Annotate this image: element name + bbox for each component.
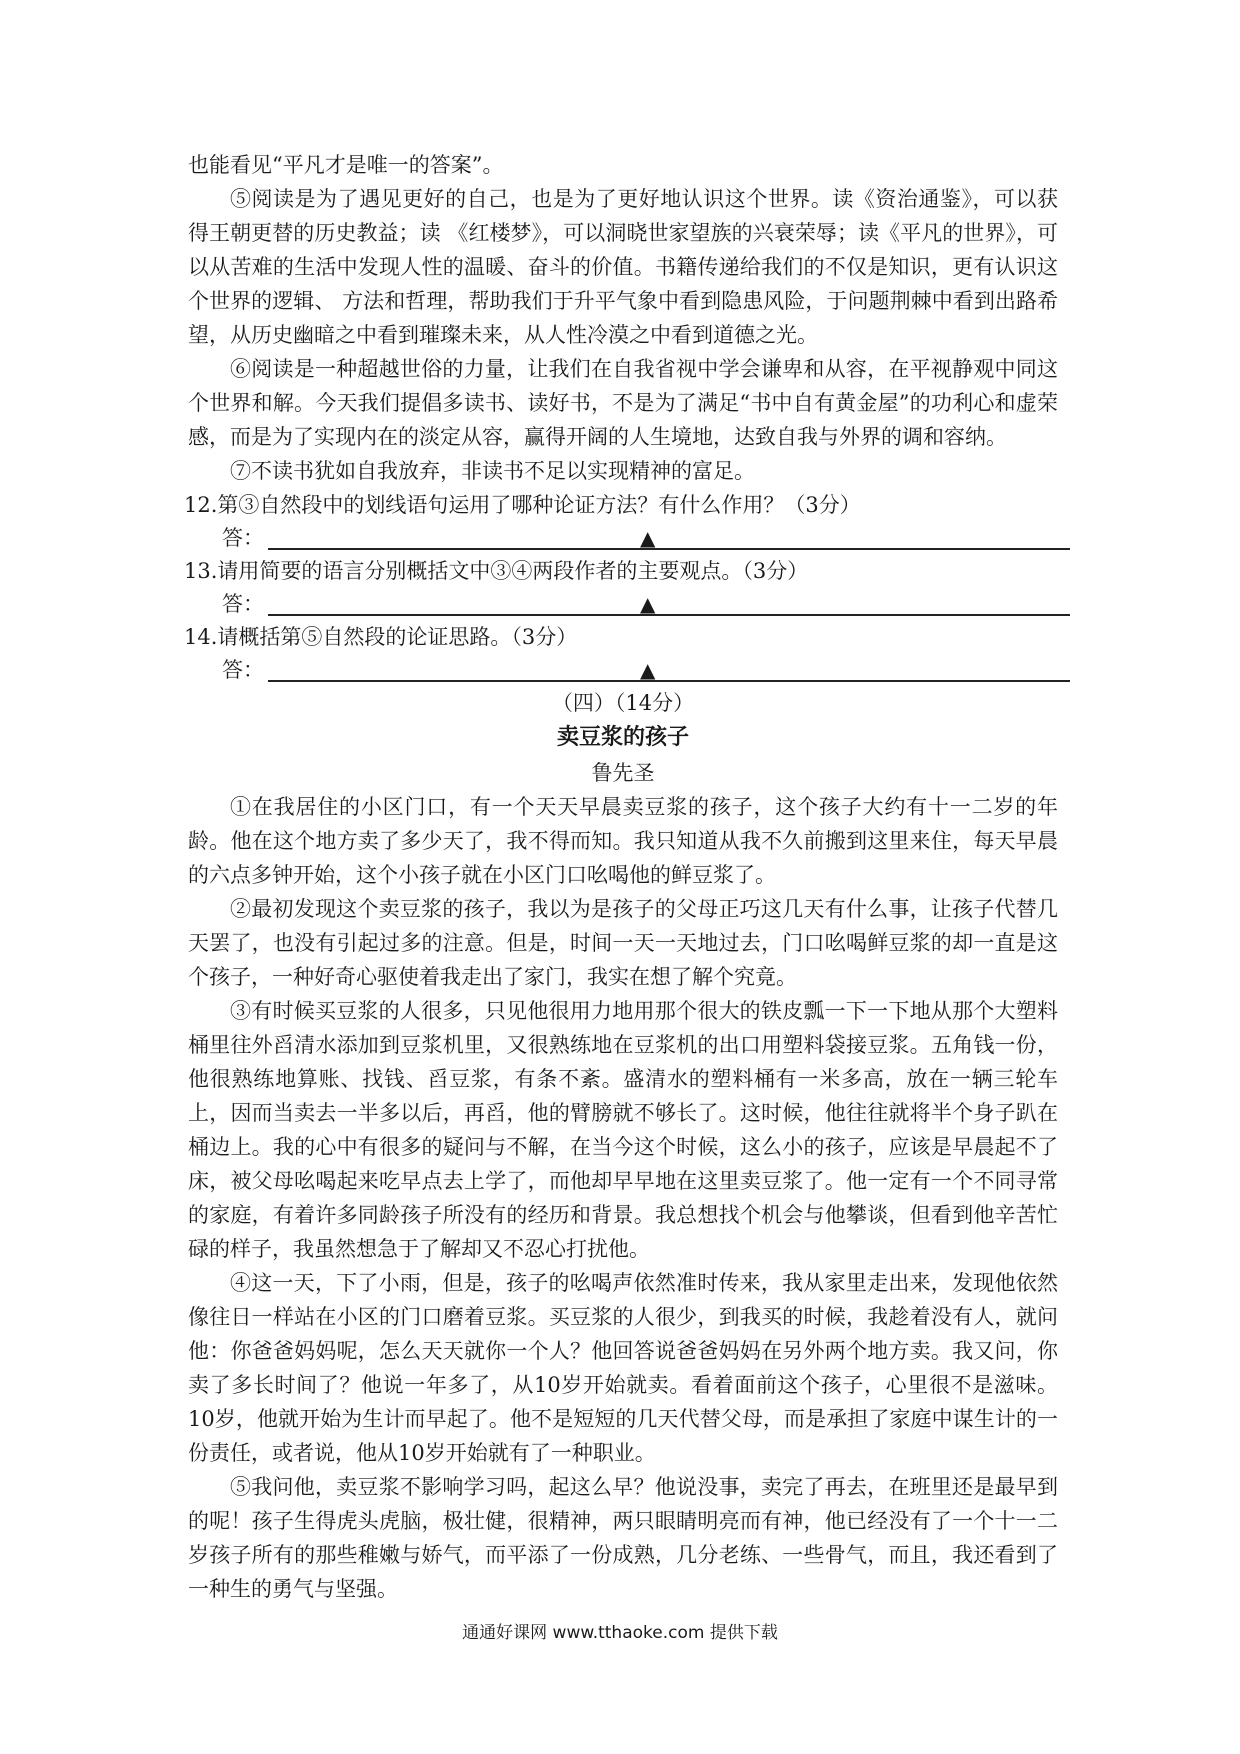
answer-line-14[interactable] bbox=[222, 654, 1058, 686]
passage1-lead-line: 也能看见“平凡才是唯一的答案”。 bbox=[188, 153, 504, 177]
passage1-paragraph-6: ⑥阅读是一种超越世俗的力量，让我们在自我省视中学会谦卑和从容，在平视静观中同这个世界和解。今天我们提倡多读书、读好书，不是为了满足“书中自有黄金屋”的功利心和虚荣感，而是为了实现内在的淡定从容，赢得开阔的人生境地，达致自我与外界的调和容纳。 bbox=[188, 357, 1058, 449]
triangle-marker-icon: ▲ bbox=[640, 526, 656, 550]
section-heading: （四）（14分） bbox=[551, 691, 695, 715]
passage2-paragraph-1: ①在我居住的小区门口，有一个天天早晨卖豆浆的孩子，这个孩子大约有十一二岁的年龄。他在这个地方卖了多少天了，我不得而知。我只知道从我不久前搬到这里来住，每天早晨的六点多钟开始，这个小孩子就在小区门口吆喝他的鲜豆浆了。 bbox=[188, 795, 1058, 887]
page-content bbox=[184, 148, 1058, 1606]
passage2-paragraph-4: ④这一天，下了小雨，但是，孩子的吆喝声依然准时传来，我从家里走出来，发现他依然像往日一样站在小区的门口磨着豆浆。买豆浆的人很少，到我买的时候，我趁着没有人，就问他：你爸爸妈妈呢，怎么天天就你一个人？他回答说爸爸妈妈在另外两个地方卖。我又问，你卖了多长时间了？他说一年多了，从10岁开始就卖。看着面前这个孩子，心里很不是滋味。10岁，他就开始为生计而早起了。他不是短短的几天代替父母，而是承担了家庭中谋生计的一份责任，或者说，他从10岁开始就有了一种职业。 bbox=[188, 1271, 1058, 1465]
answer-label: 答： bbox=[222, 658, 264, 682]
passage1-paragraph-7: ⑦不读书犹如自我放弃，非读书不足以实现精神的富足。 bbox=[230, 459, 755, 483]
answer-underline bbox=[268, 614, 1070, 616]
question-13: 13.请用简要的语言分别概括文中③④两段作者的主要观点。（3分） bbox=[184, 559, 809, 583]
passage2-paragraph-5: ⑤我问他，卖豆浆不影响学习吗，起这么早？他说没事，卖完了再去，在班里还是最早到的呢！孩子生得虎头虎脑，极壮健，很精神，两只眼睛明亮而有神，他已经没有了一个十一二岁孩子所有的那些稚嫩与娇气，而平添了一份成熟，几分老练、一些骨气，而且，我还看到了一种生的勇气与坚强。 bbox=[188, 1475, 1058, 1601]
answer-label: 答： bbox=[222, 592, 264, 616]
article-author: 鲁先圣 bbox=[591, 761, 655, 785]
question-12: 12.第③自然段中的划线语句运用了哪种论证方法？有什么作用？（3分） bbox=[184, 493, 861, 517]
question-14: 14.请概括第⑤自然段的论证思路。（3分） bbox=[184, 625, 578, 649]
passage1-paragraph-5: ⑤阅读是为了遇见更好的自己，也是为了更好地认识这个世界。读《资治通鉴》，可以获得王朝更替的历史教益；读 《红楼梦》，可以洞晓世家望族的兴衰荣辱；读《平凡的世界》，可以从苦难的生活中发现人性的温暖、奋斗的价值。书籍传递给我们的不仅是知识，更有认识这个世界的逻辑、 方法和哲理，帮助我们于升平气象中看到隐患风险，于问题荆棘中看到出路希望，从历史幽暗之中看到璀璨未来，从人性冷漠之中看到道德之光。 bbox=[188, 187, 1058, 347]
page-footer: 通通好课网 www.tthaoke.com 提供下载 bbox=[462, 1623, 778, 1643]
passage2-paragraph-2: ②最初发现这个卖豆浆的孩子，我以为是孩子的父母正巧这几天有什么事，让孩子代替几天罢了，也没有引起过多的注意。但是，时间一天一天地过去，门口吆喝鲜豆浆的却一直是这个孩子，一种好奇心驱使着我走出了家门，我实在想了解个究竟。 bbox=[188, 897, 1058, 989]
triangle-marker-icon: ▲ bbox=[640, 592, 656, 616]
answer-label: 答： bbox=[222, 526, 264, 550]
answer-line-12[interactable] bbox=[222, 522, 1058, 554]
triangle-marker-icon: ▲ bbox=[640, 658, 656, 682]
article-title: 卖豆浆的孩子 bbox=[556, 725, 689, 750]
answer-underline bbox=[268, 680, 1070, 682]
answer-underline bbox=[268, 548, 1070, 550]
answer-line-13[interactable] bbox=[222, 588, 1058, 620]
passage2-paragraph-3: ③有时候买豆浆的人很多，只见他很用力地用那个很大的铁皮瓢一下一下地从那个大塑料桶里往外舀清水添加到豆浆机里，又很熟练地在豆浆机的出口用塑料袋接豆浆。五角钱一份，他很熟练地算账、找钱、舀豆浆，有条不紊。盛清水的塑料桶有一米多高，放在一辆三轮车上，因而当卖去一半多以后，再舀，他的臂膀就不够长了。这时候，他往往就将半个身子趴在桶边上。我的心中有很多的疑问与不解，在当今这个时候，这么小的孩子，应该是早晨起不了床，被父母吆喝起来吃早点去上学了，而他却早早地在这里卖豆浆了。他一定有一个不同寻常的家庭，有着许多同龄孩子所没有的经历和背景。我总想找个机会与他攀谈，但看到他辛苦忙碌的样子，我虽然想急于了解却又不忍心打扰他。 bbox=[188, 999, 1058, 1261]
